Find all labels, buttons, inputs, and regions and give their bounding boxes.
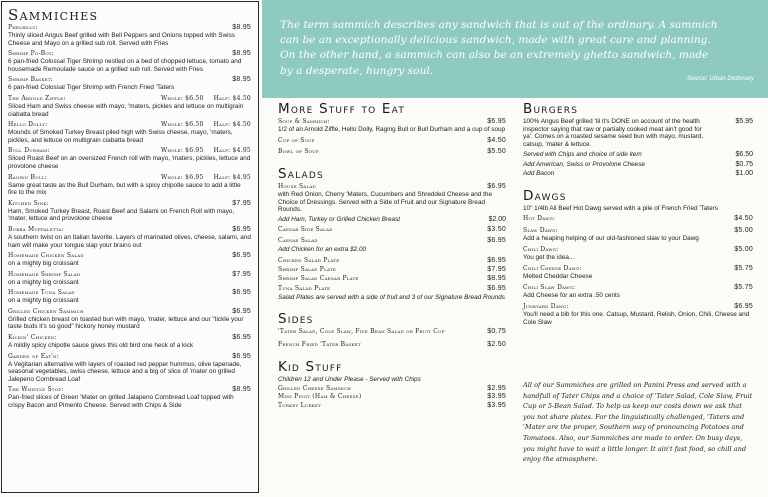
sammich-header <box>8 271 251 279</box>
sammich-item <box>8 252 251 268</box>
sammich-header <box>8 24 251 32</box>
sammich-header <box>8 76 251 84</box>
sammich-item <box>8 174 251 197</box>
sammich-desc: Ham, Smoked Turkey Breast, Roast Beef and Salami on French Roll with mayo, 'mater, lettuce and provolone cheese <box>8 207 235 223</box>
dawg-header <box>523 227 753 235</box>
sammich-header <box>8 252 251 260</box>
salad-plate-price: $7.95 <box>487 266 506 274</box>
burger-addon-price: $1.00 <box>735 170 753 178</box>
kid-name-1: Grilled Cheese Sammich <box>278 385 352 393</box>
dawg-header <box>523 284 753 292</box>
middle-column <box>278 101 506 410</box>
add-chicken-note: Add Chicken for an extra $2.00 <box>278 246 367 254</box>
caesar-row <box>278 237 506 245</box>
dawg-desc: You'll need a bib for this one. Catsup, Mustard, Relish, Onion, Chili, Cheese and Cole Slaw <box>523 311 750 326</box>
side-row-1 <box>278 328 506 336</box>
sammich-name: Homemade Shrimp Salad <box>8 270 81 278</box>
sammich-header <box>8 353 251 361</box>
sammich-header <box>8 289 251 297</box>
salad-plate-price: $6.95 <box>487 256 506 264</box>
sammich-desc: A Vegitarian alternative with layers of roasted red pepper hummus, olive tapenade, seasonal vegetables, swiss cheese, lettuce and a big ol' slice of 'mater on grilled Jalepeno Cornbread Loaf <box>8 360 242 383</box>
right-column <box>523 101 753 326</box>
kid-stuff-note: Children 12 and Under Please - Served with Chips <box>278 375 421 383</box>
salad-plate-price: $6.95 <box>487 284 506 292</box>
sammich-header <box>8 121 251 129</box>
sammich-header <box>8 95 251 103</box>
kid-price-1: $2.95 <box>487 385 506 393</box>
sammiches-title: Sammiches <box>8 6 99 24</box>
dawg-item <box>523 227 753 243</box>
dawg-header <box>523 303 753 311</box>
sammich-half-price: Half: $4.95 <box>213 173 251 181</box>
side-price-1: $0.75 <box>487 327 506 335</box>
sammich-desc: Mounds of Smoked Turkey Breast piled high with Swiss cheese, mayo, 'maters, pickles, and lettuce on multigrain ciabatta bread <box>8 129 233 144</box>
definition-source: Source: Urban Dictionary <box>686 76 754 82</box>
sammich-header <box>8 50 251 58</box>
sammich-name: Bubba Muffaletta: <box>8 225 64 233</box>
footer-note: All of our Sammiches are grilled on Panini Press and served with a handfull of Tater Chips and a choice of 'Tater Salad, Cole Slaw, Fruit Cup or 5-Bean Salad. To help us keep our costs down we ask that you not share plates. For the linguistically challenged, 'Taters and 'Mater are the proper, Southern way of pronouncing Potatoes and Tomatoes. Also, our Sammiches are made to order. On busy days, you might have to wait a little longer. It ain't fast food, so chill and enjoy the atmosphere. <box>523 381 753 464</box>
dawg-name: Chili Cheese Dawg: <box>523 264 582 272</box>
sammich-item <box>8 386 251 409</box>
bowl-soup-row <box>278 148 506 156</box>
sammich-price: $6.95 <box>232 225 251 233</box>
house-salad-row <box>278 183 506 191</box>
sammich-item <box>8 50 251 73</box>
burgers-title: Burgers <box>523 101 579 117</box>
add-meat-row <box>278 216 506 224</box>
salads-title: Salads <box>278 165 324 182</box>
dawg-desc: You get the idea... <box>523 254 575 261</box>
sammich-desc: Grilled chicken breast on toasted bun with mayo, 'mater, lettuce and our "tickle your taste buds it's so good" hickory honey mustard <box>8 315 244 331</box>
caesar-side-name: Caesar Side Salad <box>278 226 333 234</box>
salad-plate-row <box>278 257 506 265</box>
sammich-price: $6.95 <box>232 352 251 360</box>
sammich-item <box>8 200 251 223</box>
sides-title: Sides <box>278 310 314 327</box>
sammiches-list <box>8 24 251 410</box>
soup-sammich-name: Soup & Sammich: <box>278 118 330 125</box>
dawg-item <box>523 215 753 223</box>
sammich-whole-price: Whole: $6.50 <box>160 121 204 129</box>
soup-sammich-desc: 1/2 of an Arnold Ziffle, Hello Dolly, Raging Bull or Bull Durham and a cup of soup <box>278 126 506 134</box>
dawg-header <box>523 265 753 273</box>
sammich-name: Garden of Eat'n: <box>8 352 60 360</box>
add-meat-price: $2.00 <box>488 216 506 223</box>
sammich-item <box>8 121 251 144</box>
dawg-name: Slaw Dawg: <box>523 226 558 234</box>
dawg-name: Hot Dawg: <box>523 215 556 223</box>
house-salad-price: $6.95 <box>487 182 506 190</box>
sammich-name: Shrimp Basket: <box>8 76 54 84</box>
sammich-price: $8.95 <box>232 50 251 58</box>
dawgs-list <box>523 215 753 326</box>
sammich-desc: 6 pan-fried Colossal Tiger Shrimp with French Fried 'Taters <box>8 84 175 92</box>
burger-desc: 100% Angus Beef grilled 'til it's DONE on account of the health inspector saying that raw or partially cooked meat ain't good for ya'. Comes on a roasted sesame seed bun with mayo, mustard, catsup, 'mater & lettuce. <box>523 118 704 148</box>
sammich-item <box>8 289 251 305</box>
salad-plates-list <box>278 257 506 294</box>
salad-plate-name: Tuna Salad Plate <box>278 284 331 292</box>
sammich-half-price: Half: $4.50 <box>213 94 251 102</box>
salad-plate-row <box>278 266 506 274</box>
burger-addon-row <box>523 151 753 159</box>
sammich-header <box>8 334 251 342</box>
kid-name-3: Turkey Lurkey <box>278 401 322 409</box>
kid-row-2 <box>278 393 506 401</box>
dawg-name: Junkyard Dawg: <box>523 302 569 310</box>
dawg-desc: Melted Cheddar Cheese <box>523 273 593 280</box>
sammich-item <box>8 226 251 249</box>
burger-addon-name: Add American, Swiss or Provolone Cheese <box>523 160 645 168</box>
sammich-whole-price: Whole: $6.50 <box>160 94 204 102</box>
burger-addon-row <box>523 161 753 169</box>
kid-name-2: Miss Piggy (Ham & Cheese) <box>278 393 362 401</box>
side-name-1: 'Tater Salad, Cole Slaw, Five Bean Salad or Fruit Cup <box>278 327 445 335</box>
sammich-item <box>8 24 251 47</box>
burger-main <box>523 118 753 148</box>
sammich-price: $6.95 <box>232 334 251 342</box>
dawg-item <box>523 284 753 300</box>
dawg-item <box>523 265 753 281</box>
sammich-name: Grilled Chicken Sammich <box>8 307 84 315</box>
sammich-item <box>8 95 251 118</box>
dawg-price: $6.95 <box>734 302 753 310</box>
sammich-item <box>8 353 251 384</box>
sammich-desc: A southern twist on an Italian favorite. Layers of marinated olives, cheese, salami, and ham will make your tongue slap your brains out <box>8 233 251 249</box>
definition-text: The term sammich describes any sandwich that is out of the ordinary. A sammich can be an exceptionally delicious sandwich, made with great care and planning. On the other hand, a sammich can also be an extremely ghetto sandwich, made by a desperate, hungry soul. <box>280 19 718 77</box>
sammich-desc: on a mighty big croissant <box>8 260 79 268</box>
burger-addon-name: Add Bacon <box>523 170 555 178</box>
more-stuff-title: More Stuff to Eat <box>278 101 406 117</box>
kid-price-3: $3.95 <box>487 401 506 409</box>
caesar-side-row <box>278 226 506 234</box>
sammich-price: $7.95 <box>232 199 251 207</box>
dawgs-intro: 10" 1/4lb All Beef Hot Dawg served with a pile of French Fried 'Taters <box>523 204 718 212</box>
sammich-header <box>8 226 251 234</box>
sammich-name: Homemade Chicken Salad <box>8 252 84 260</box>
sammich-name: Hello Dolly: <box>8 121 48 129</box>
kid-row-1 <box>278 385 506 393</box>
dawg-desc: Add Cheese for an extra .50 cents <box>523 292 620 299</box>
sammich-price: $6.95 <box>232 252 251 260</box>
dawg-price: $4.50 <box>734 215 753 223</box>
sammich-desc: Pan-fried slices of Green 'Mater on grilled Jalapeno Cornbread Loaf topped with crispy Bacon and Pimento Cheese. Served with Chips & Side <box>8 394 234 410</box>
dawg-header <box>523 215 753 223</box>
caesar-side-price: $3.50 <box>487 226 506 234</box>
dawg-item <box>523 303 753 327</box>
kid-row-3 <box>278 402 506 410</box>
sammich-half-price: Half: $4.50 <box>213 121 251 129</box>
sammich-desc: Thinly sliced Angus Beef grilled with Bell Peppers and Onions topped with Swiss Cheese and Mayo on a grilled sub roll. Served with Fries <box>8 32 235 47</box>
salad-plate-name: Chicken Salad Plate <box>278 256 340 264</box>
sammich-name: The Arnold Ziffle: <box>8 94 66 102</box>
sammich-name: The Whistle Stop: <box>8 386 64 394</box>
sammich-header <box>8 147 251 155</box>
caesar-name: Caesar Salad <box>278 236 318 244</box>
dawg-desc: Add a heaping helping of our old-fashioned slaw to your Dawg <box>523 235 699 242</box>
sammich-name: Bull Durham: <box>8 147 50 155</box>
side-price-2: $2.50 <box>487 341 506 349</box>
sammich-half-price: Half: $4.95 <box>213 147 251 155</box>
burger-addon-price: $0.75 <box>735 160 753 168</box>
sammich-whole-price: Whole: $6.95 <box>160 147 204 155</box>
sammich-name: Phelbilly: <box>8 24 38 31</box>
dawg-price: $5.00 <box>734 226 753 234</box>
side-row-2 <box>278 341 506 349</box>
sammich-desc: on a mighty big croissant <box>8 278 79 286</box>
sammich-price: $8.95 <box>232 386 251 394</box>
burger-addon-row <box>523 170 753 178</box>
sammich-desc: A mildly spicy chipotle sauce gives this old bird one heck of a kick <box>8 342 194 350</box>
add-meat-name: Add Ham, Turkey or Grilled Chicken Breast <box>278 216 401 223</box>
cup-soup-name: Cup of Soup <box>278 137 315 144</box>
dawg-name: Chili Slaw Dawg: <box>523 283 576 291</box>
bowl-soup-price: $5.50 <box>487 148 506 156</box>
kid-stuff-title: Kid Stuff <box>278 358 343 375</box>
sammich-header <box>8 308 251 316</box>
sammich-name: Kitchen Sink: <box>8 199 50 207</box>
salad-plate-name: Shrimp Salad Caesar Plate <box>278 275 359 283</box>
dawg-price: $5.75 <box>734 283 753 291</box>
definition-banner <box>262 0 768 98</box>
soup-sammich-price: $6.95 <box>487 118 506 125</box>
dawg-item <box>523 246 753 262</box>
cup-soup-price: $4.50 <box>487 137 506 144</box>
house-salad-name: House Salad <box>278 182 316 190</box>
cup-soup-row <box>278 137 506 145</box>
dawg-name: Chili Dawg: <box>523 245 559 253</box>
sammich-price: $8.95 <box>232 24 251 31</box>
sammich-desc: 6 pan-fried Colossal Tiger Shrimp nestled on a bed of chopped lettuce, tomato and housemade Remoulade sauce on a grilled sub roll. Served with Fries <box>8 58 242 73</box>
sammich-item <box>8 308 251 331</box>
burger-price: $5.95 <box>735 118 753 125</box>
soup-sammich-row <box>278 118 506 126</box>
salad-plate-name: Shrimp Salad Plate <box>278 266 336 274</box>
sammich-item <box>8 334 251 350</box>
side-name-2: French Fried 'Tater Basket <box>278 341 361 349</box>
sammich-name: Kickin' Chicken: <box>8 334 57 342</box>
sammich-header <box>8 386 251 394</box>
bowl-soup-name: Bowl of Soup <box>278 148 319 156</box>
sammich-desc: on a mighty big croissant <box>8 297 79 305</box>
sammich-whole-price: Whole: $6.95 <box>160 173 204 181</box>
burger-addon-name: Served with Chips and choice of side item <box>523 151 642 159</box>
sammich-item <box>8 271 251 287</box>
sammich-header <box>8 174 251 182</box>
sammich-desc: Same great taste as the Bull Durham, but with a spicy chipotle sauce to add a little fire to the mix <box>8 181 241 197</box>
caesar-price: $6.95 <box>487 236 506 244</box>
sammich-desc: Sliced Ham and Swiss cheese with mayo, 'maters, pickles and lettuce on multigrain ciabatta bread <box>8 102 244 118</box>
salad-plate-price: $8.95 <box>487 275 506 283</box>
sammich-name: Shrimp Po-Boy: <box>8 50 55 58</box>
burger-addon-price: $6.50 <box>735 151 753 159</box>
sammich-price: $6.95 <box>232 307 251 315</box>
dawg-price: $5.00 <box>734 245 753 253</box>
sammich-price: $8.95 <box>232 76 251 84</box>
sammich-item <box>8 76 251 92</box>
sammich-item <box>8 147 251 170</box>
sammich-header <box>8 200 251 208</box>
sammich-name: Homemade Tuna Salad <box>8 289 75 297</box>
dawg-price: $5.75 <box>734 264 753 272</box>
sammich-desc: Sliced Roast Beef on an oversized French roll with mayo, 'maters, pickles, lettuce and provolone cheese <box>8 155 251 170</box>
dawgs-title: Dawgs <box>523 187 567 204</box>
salad-plate-row <box>278 275 506 283</box>
salad-plates-note: Salad Plates are served with a side of fruit and 3 of our Signature Bread Rounds <box>278 294 506 302</box>
sammich-name: Raging Bull: <box>8 173 47 181</box>
sammich-price: $6.95 <box>232 289 251 297</box>
sammich-price: $7.95 <box>232 270 251 278</box>
house-salad-desc: with Red Onion, Cherry 'Maters, Cucumbers and Shredded Cheese and the Choice of Dressings. Served with a Side of Fruit and our Signature Bread Rounds. <box>278 191 492 214</box>
dawg-header <box>523 246 753 254</box>
kid-price-2: $3.95 <box>487 393 506 401</box>
sammiches-panel <box>1 1 259 493</box>
salad-plate-row <box>278 285 506 293</box>
burger-addons-list <box>523 151 753 178</box>
